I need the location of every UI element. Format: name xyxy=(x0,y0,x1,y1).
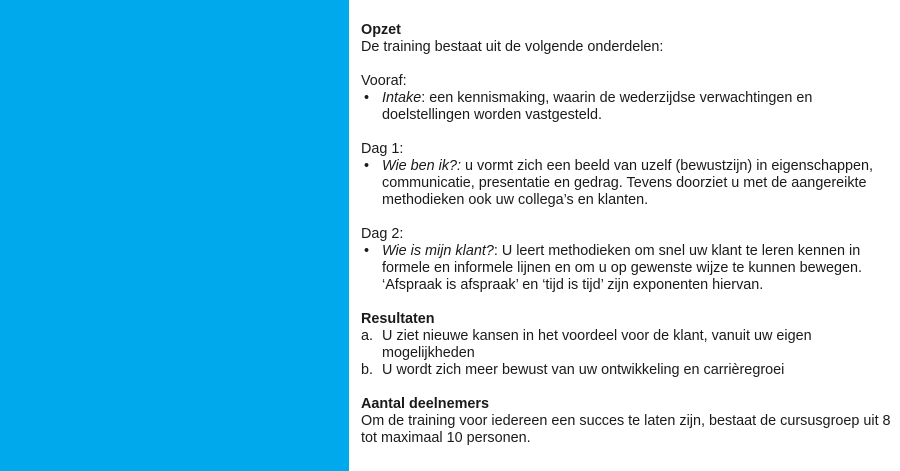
item-text: : U leert methodieken om snel uw klant te leren kennen in formele en informele lijnen en om u op gewenste wijze te kunnen bewegen. ‘Afspraak is afspraak’ en ‘tijd is tijd’ zijn exponenten hiervan. xyxy=(382,243,862,293)
bullet-marker: • xyxy=(364,90,370,106)
list-marker: a. xyxy=(361,328,374,344)
document-content xyxy=(361,22,891,447)
list-item-intake xyxy=(361,90,891,124)
deelnemers-heading: Aantal deelnemers xyxy=(361,396,489,412)
item-text: U wordt zich meer bewust van uw ontwikkeling en carrièregroei xyxy=(382,362,785,378)
bullet-marker: • xyxy=(364,243,370,259)
item-text: u vormt zich een beeld van uzelf (bewustzijn) in eigenschappen, communicatie, presentatie en gedrag. Tevens doorziet u met de aangereikte methodieken ook uw collega’s en klanten. xyxy=(382,158,874,208)
list-item xyxy=(361,328,891,362)
item-term: Intake xyxy=(382,90,422,106)
list-item-wie-is-mijn-klant xyxy=(361,243,891,294)
opzet-intro: De training bestaat uit de volgende onderdelen: xyxy=(361,39,664,55)
opzet-heading: Opzet xyxy=(361,22,401,38)
vooraf-label: Vooraf: xyxy=(361,73,407,89)
resultaten-heading: Resultaten xyxy=(361,311,435,327)
list-item xyxy=(361,362,891,379)
bullet-marker: • xyxy=(364,158,370,174)
item-text: U ziet nieuwe kansen in het voordeel voor de klant, vanuit uw eigen mogelijkheden xyxy=(382,328,812,361)
item-term: Wie ben ik?: xyxy=(382,158,462,174)
left-color-panel xyxy=(0,0,349,471)
item-term: Wie is mijn klant? xyxy=(382,243,494,259)
list-marker: b. xyxy=(361,362,374,378)
list-item-wie-ben-ik xyxy=(361,158,891,209)
item-text: : een kennismaking, waarin de wederzijdse verwachtingen en doelstellingen worden vastgesteld. xyxy=(382,90,813,123)
dag2-label: Dag 2: xyxy=(361,226,404,242)
dag1-label: Dag 1: xyxy=(361,141,404,157)
deelnemers-text: Om de training voor iedereen een succes te laten zijn, bestaat de cursusgroep uit 8 tot maximaal 10 personen. xyxy=(361,413,891,446)
